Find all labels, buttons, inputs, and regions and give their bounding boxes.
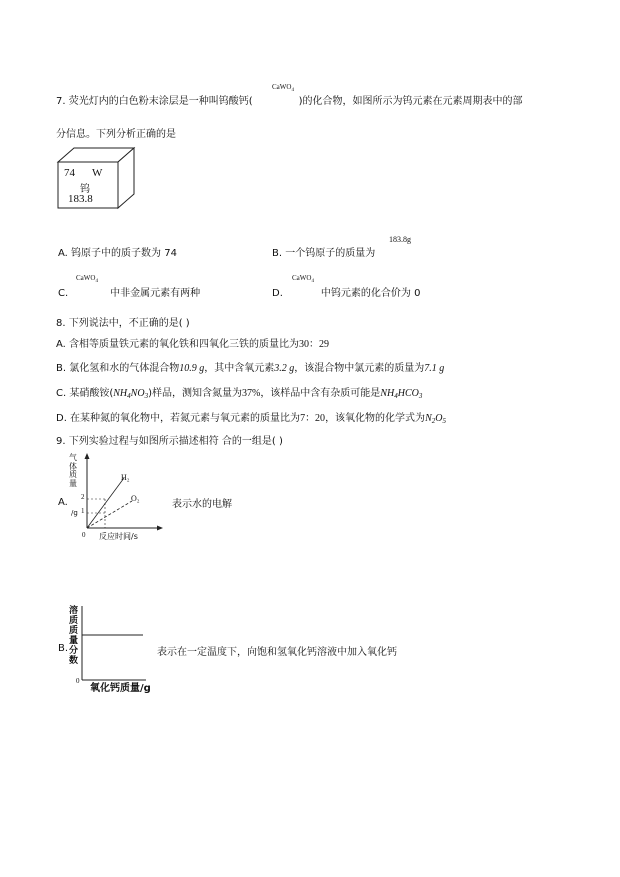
q8-b-text2: ，其中含氧元素 xyxy=(204,363,275,374)
q8-c-f1b-part: NO xyxy=(130,388,145,399)
q7-option-d[interactable] xyxy=(272,284,420,299)
graph-b-ylabel-char: 质 xyxy=(69,626,79,636)
q8-c-formula1 xyxy=(113,388,148,399)
graph-a-o2-line xyxy=(87,501,132,528)
graph-a-ylabel-char: 量 xyxy=(69,478,77,488)
q8-b-value2: 3.2 g xyxy=(274,363,295,374)
q9-option-a-text: 表示水的电解 xyxy=(172,499,232,510)
graph-calcium-oxide xyxy=(68,604,148,688)
q7-option-b-label: B. 一个钨原子的质量为 xyxy=(272,248,376,259)
q9-stem: 9. 下列实验过程与如图所示描述相符 合的一组是( ) xyxy=(56,436,283,447)
graph-a-yunit: /g xyxy=(71,509,78,517)
q7-option-c-formula xyxy=(76,274,98,284)
q8-c-f2b-part: HCO xyxy=(397,388,419,399)
q8-c-f2b-sub: 3 xyxy=(418,392,423,400)
graph-b-ylabel-char: 分 xyxy=(69,646,79,656)
graph-b-origin: 0 xyxy=(76,677,80,685)
q8-c-f1b-sub: 3 xyxy=(144,392,149,400)
q7-d-formula-text: CaWO xyxy=(292,274,312,282)
q7-option-b[interactable] xyxy=(272,244,375,259)
q7-option-d-label: D. xyxy=(272,288,283,299)
q7-option-c-text: 中非金属元素有两种 xyxy=(110,288,201,299)
q8-c-percent: 37% xyxy=(241,388,261,399)
graph-a-ylabel-char: 体 xyxy=(69,461,77,471)
graph-a-h2-label: H₂ xyxy=(121,473,130,482)
graph-a-xlabel: 反应时间/s xyxy=(99,532,138,541)
q9-option-b-text: 表示在一定温度下，向饱和氢氧化钙溶液中加入氧化钙 xyxy=(157,647,397,658)
q7-d-formula-sub: 4 xyxy=(311,279,314,284)
q7-option-c-label: C. xyxy=(58,288,69,299)
graph-a-h2-line xyxy=(87,478,124,528)
q8-option-c[interactable] xyxy=(56,384,422,400)
q8-option-b[interactable] xyxy=(56,359,444,374)
q7-stem-part2: )的化合物，如图所示为钨元素在元素周期表中的部 xyxy=(298,96,523,107)
q8-option-a[interactable] xyxy=(56,335,329,350)
graph-a-o2-label: O₂ xyxy=(131,494,140,503)
graph-b-ylabel-char: 质 xyxy=(69,616,79,626)
element-symbol: W xyxy=(92,167,103,179)
q8-b-text1: B. 氯化氢和水的气体混合物 xyxy=(56,363,180,374)
q7-option-b-mass: 183.8g xyxy=(389,235,411,244)
graph-a-y-arrow xyxy=(85,453,90,459)
q8-c-f1-part: NH xyxy=(113,388,128,399)
q7-formula-sub: 4 xyxy=(291,88,294,93)
q8-d-text2: ，该氧化物的化学式为 xyxy=(325,413,426,424)
q7-stem-part1: 7. 荧光灯内的白色粉末涂层是一种叫钨酸钙( xyxy=(56,96,253,107)
q8-c-f2-part: NH xyxy=(380,388,395,399)
graph-a-x-arrow xyxy=(157,526,163,531)
graph-a-ylabel-char: 气 xyxy=(69,453,77,462)
q8-a-ratio: 30：29 xyxy=(299,339,330,350)
graph-b-ylabel-char: 量 xyxy=(69,636,79,646)
element-atomic-mass: 183.8 xyxy=(68,193,93,205)
graph-b-xlabel: 氧化钙质量/g xyxy=(90,683,151,694)
graph-b-ylabel xyxy=(69,606,80,666)
element-atomic-number: 74 xyxy=(64,167,75,179)
q8-d-ratio: 7：20 xyxy=(300,413,326,424)
q7-c-formula-sub: 4 xyxy=(95,279,98,284)
q7-c-formula-text: CaWO xyxy=(76,274,96,282)
graph-a-tick1: 1 xyxy=(81,507,85,515)
graph-b-ylabel-char: 溶 xyxy=(69,606,79,616)
q8-c-text2: )样品，测知含氮量为 xyxy=(148,388,242,399)
q8-a-text: A. 含相等质量铁元素的氧化铁和四氧化三铁的质量比为 xyxy=(56,339,300,350)
q7-option-c[interactable] xyxy=(58,284,200,299)
q8-stem: 8. 下列说法中，不正确的是( ) xyxy=(56,318,190,329)
q8-b-value1: 10.9 g xyxy=(179,363,205,374)
q7-stem-line2: 分信息。下列分析正确的是 xyxy=(56,129,176,140)
q8-d-fb-sub: 5 xyxy=(442,417,446,425)
graph-a-ylabel-char: 质 xyxy=(69,470,77,480)
q8-b-text3: ，该混合物中氯元素的质量为 xyxy=(294,363,425,374)
q7-option-a[interactable]: A. 钨原子中的质子数为 74 xyxy=(58,248,177,259)
q7-stem-line1 xyxy=(56,92,523,107)
q8-c-f1-sub: 4 xyxy=(127,392,131,400)
q8-d-text1: D. 在某种氮的氧化物中，若氮元素与氧元素的质量比为 xyxy=(56,413,301,424)
q7-option-d-text: 中钨元素的化合价为 0 xyxy=(320,288,421,299)
q8-d-formula xyxy=(425,413,446,424)
q8-c-text3: ，该样品中含有杂质可能是 xyxy=(260,388,381,399)
q8-c-formula2 xyxy=(380,388,422,399)
q8-d-f-part: N xyxy=(425,413,432,424)
q8-option-d[interactable] xyxy=(56,409,446,425)
graph-a-ylabel xyxy=(69,454,79,488)
q8-c-text1: C. 某硝酸铵( xyxy=(56,388,114,399)
element-name: 钨 xyxy=(80,184,90,195)
q9-option-b-label[interactable]: B. xyxy=(58,643,69,654)
q7-option-d-formula xyxy=(292,274,314,284)
q7-formula-text: CaWO xyxy=(272,83,292,91)
graph-a-origin: 0 xyxy=(82,531,86,539)
q8-d-fb-part: O xyxy=(435,413,443,424)
q7-formula-cawo4 xyxy=(272,83,294,93)
graph-b-ylabel-char: 数 xyxy=(69,656,79,666)
q8-d-f-sub: 2 xyxy=(431,417,436,425)
q9-option-a-label[interactable]: A. xyxy=(58,497,68,508)
q8-c-f2-sub: 4 xyxy=(394,392,398,400)
q8-b-value3: 7.1 g xyxy=(424,363,445,374)
graph-a-tick2: 2 xyxy=(81,493,85,501)
